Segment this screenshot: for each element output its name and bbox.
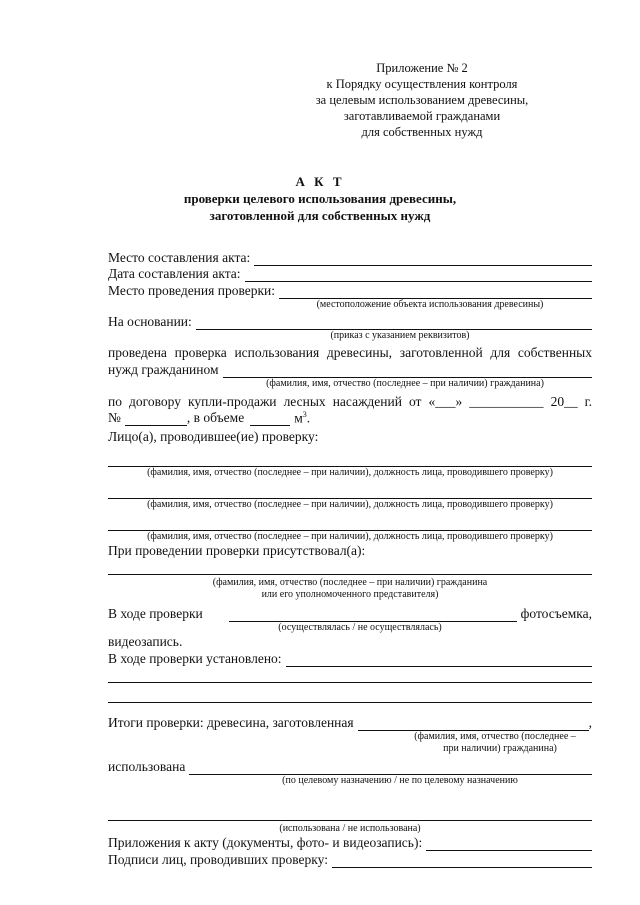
date-row <box>108 266 592 283</box>
video-text: видеозапись. <box>108 634 183 649</box>
date-label: Дата составления акта: <box>108 266 241 281</box>
inspector-hint-2: (фамилия, имя, отчество (последнее – при наличии), должность лица, проводившего проверку) <box>147 498 553 510</box>
inspector-field-1[interactable] <box>108 455 592 467</box>
used-hint: (по целевому назначению / не по целевому назначению <box>282 774 518 786</box>
citizen-field[interactable] <box>223 366 592 378</box>
established-row <box>108 650 592 667</box>
results-label: Итоги проверки: древесина, заготовленная <box>108 715 354 730</box>
results-comma: , <box>588 715 592 730</box>
during-row <box>108 605 592 622</box>
present-row <box>108 543 592 560</box>
attachments-row <box>108 835 592 852</box>
during-field[interactable] <box>229 610 517 622</box>
inspectors-label: Лицо(а), проводившее(ие) проверку: <box>108 428 319 444</box>
signatures-row <box>108 851 592 868</box>
present-hint-1: (фамилия, имя, отчество (последнее – при наличии) гражданина <box>212 577 488 588</box>
title-act: А К Т <box>295 174 345 189</box>
established-field-3[interactable] <box>108 691 592 703</box>
attachments-field[interactable] <box>426 839 592 851</box>
volume-field[interactable] <box>250 414 290 426</box>
present-label: При проведении проверки присутствовал(а): <box>108 543 366 558</box>
inspector-hint-3: (фамилия, имя, отчество (последнее – при наличии), должность лица, проводившего проверку) <box>147 530 553 542</box>
citizen-row <box>108 361 592 378</box>
inspector-hint-1: (фамилия, имя, отчество (последнее – при наличии), должность лица, проводившего проверку) <box>147 466 553 478</box>
results-hint-2: при наличии) гражданина) <box>443 743 557 754</box>
place-row <box>108 249 592 266</box>
contract-text: по договору купли-продажи лесных насаждений от «___» ___________ 20__ г. <box>108 393 592 409</box>
results-hint-1: (фамилия, имя, отчество (последнее – <box>414 731 576 742</box>
title-line-2: заготовленной для собственных нужд <box>209 208 431 223</box>
basis-hint: (приказ с указанием реквизитов) <box>330 330 470 341</box>
act-form <box>108 249 592 868</box>
document-title <box>0 173 640 224</box>
appendix-line: к Порядку осуществления контроля <box>326 77 518 91</box>
citizen-hint: (фамилия, имя, отчество (последнее – при наличии) гражданина) <box>266 377 544 389</box>
inspectors-row <box>108 428 592 445</box>
video-row <box>108 634 592 651</box>
appendix-line: для собственных нужд <box>361 125 483 139</box>
used-field[interactable] <box>189 763 592 775</box>
inspection-place-hint: (местоположение объекта использования древесины) <box>316 298 544 310</box>
appendix-line: за целевым использованием древесины, <box>315 93 529 107</box>
basis-row <box>108 314 592 331</box>
present-field[interactable] <box>108 563 592 575</box>
signatures-field[interactable] <box>332 856 592 868</box>
used2-hint: (использована / не использована) <box>279 822 421 834</box>
citizen-label: нужд гражданином <box>108 361 219 377</box>
inspection-place-row <box>108 282 592 299</box>
inspection-text-1: проведена проверка использования древесины, заготовленной для собственных <box>108 345 592 360</box>
during-hint: (осуществлялась / не осуществлялась) <box>278 621 442 633</box>
title-line-1: проверки целевого использования древесины, <box>183 191 457 206</box>
during-suffix: фотосъемка, <box>520 605 592 621</box>
used-label: использована <box>108 758 186 774</box>
inspector-field-2[interactable] <box>108 487 592 499</box>
inspection-place-field[interactable] <box>279 287 592 299</box>
inspector-field-3[interactable] <box>108 519 592 531</box>
signatures-label: Подписи лиц, проводивших проверку: <box>108 851 328 867</box>
place-label: Место составления акта: <box>108 249 251 265</box>
attachments-label: Приложения к акту (документы, фото- и видеозапись): <box>108 835 423 850</box>
appendix-line: Приложение № 2 <box>376 61 468 75</box>
appendix-line: заготавливаемой гражданами <box>343 109 501 123</box>
appendix-block <box>292 60 552 140</box>
place-field[interactable] <box>254 254 592 266</box>
number-prefix: № <box>108 410 121 425</box>
basis-field[interactable] <box>196 318 592 330</box>
volume-unit: $м^3$. <box>294 409 311 425</box>
used-field-2[interactable] <box>108 809 592 821</box>
used-row <box>108 758 592 775</box>
established-field-2[interactable] <box>108 671 592 683</box>
established-field[interactable] <box>286 655 592 667</box>
inspection-place-label: Место проведения проверки: <box>108 282 276 298</box>
date-field[interactable] <box>245 270 592 282</box>
contract-number-field[interactable] <box>125 414 187 426</box>
established-label: В ходе проверки установлено: <box>108 650 282 666</box>
during-label: В ходе проверки <box>108 605 203 621</box>
results-field[interactable] <box>358 719 589 731</box>
volume-text: , в объеме <box>186 410 245 425</box>
basis-label: На основании: <box>108 314 192 329</box>
results-row <box>108 715 592 732</box>
volume-row <box>108 410 592 427</box>
present-hint-2: или его уполномоченного представителя) <box>261 589 439 600</box>
